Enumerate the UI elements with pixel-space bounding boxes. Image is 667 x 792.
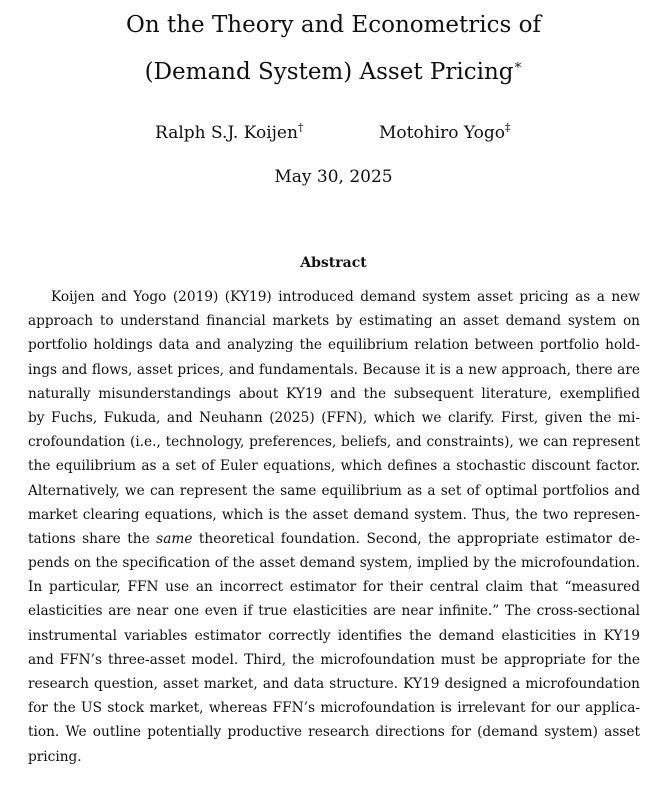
abstract-line: market clearing equations, which is the asset demand system. Thus, the two represen-	[28, 506, 640, 523]
paper-title-line-1	[0, 11, 667, 39]
abstract-line: Koijen and Yogo (2019) (KY19) introduced demand system asset pricing as a new	[51, 289, 640, 305]
abstract-text: tations share the	[28, 530, 157, 547]
abstract-text: theoretical foundation. Second, the appropriate estimator de-	[192, 530, 640, 547]
author-name: Ralph S.J. Koijen	[155, 123, 298, 143]
abstract-heading: Abstract	[300, 255, 367, 271]
emphasized-word: same	[156, 530, 193, 547]
author-footnote-mark: †	[297, 121, 304, 134]
abstract-line: tion. We outline potentially productive research directions for (demand system) asset	[28, 724, 640, 741]
abstract-line: for the US stock market, whereas FFN’s microfoundation is irrelevant for our applica-	[28, 700, 640, 717]
abstract-line: elasticities are near one even if true elasticities are near infinite.” The cross-sectional	[28, 603, 640, 620]
author-koijen	[155, 121, 303, 145]
paper-title-line-2	[0, 58, 667, 86]
abstract-line: pricing.	[28, 748, 82, 765]
abstract-line: the equilibrium as a set of Euler equations, which defines a stochastic discount factor.	[28, 458, 640, 475]
title-footnote-mark: ∗	[513, 58, 523, 73]
author-name: Motohiro Yogo	[379, 123, 505, 143]
abstract-line: research question, asset market, and data structure. KY19 designed a microfoundation	[28, 676, 640, 692]
abstract-line: In particular, FFN use an incorrect estimator for their central claim that “measured	[28, 579, 640, 596]
abstract-line: ings and flows, asset prices, and fundamentals. Because it is a new approach, there are	[28, 361, 640, 378]
abstract-line: crofoundation (i.e., technology, preferences, beliefs, and constraints), we can represent	[28, 434, 640, 451]
abstract-line: Alternatively, we can represent the same equilibrium as a set of optimal portfolios and	[28, 482, 640, 499]
abstract-line: by Fuchs, Fukuda, and Neuhann (2025) (FFN), which we clarify. First, given the mi-	[28, 409, 640, 426]
author-list	[0, 121, 667, 147]
abstract-line: portfolio holdings data and analyzing the equilibrium relation between portfolio hold-	[28, 337, 640, 354]
abstract-line: approach to understand financial markets by estimating an asset demand system on	[28, 313, 640, 330]
abstract-line: naturally misunderstandings about KY19 and the subsequent literature, exemplified	[28, 385, 640, 402]
paper-title-text-2: (Demand System) Asset Pricing	[144, 59, 514, 85]
abstract-body	[28, 285, 640, 769]
abstract-line: pends on the specification of the asset demand system, implied by the microfoundation.	[28, 555, 640, 572]
author-yogo	[379, 121, 510, 145]
abstract-line-emphasis	[28, 527, 640, 551]
abstract-line: instrumental variables estimator correctly identifies the demand elasticities in KY19	[28, 627, 640, 644]
paper-title-text-1: On the Theory and Econometrics of	[126, 12, 541, 38]
paper-date: May 30, 2025	[274, 167, 393, 187]
abstract-line: and FFN’s three-asset model. Third, the microfoundation must be appropriate for the	[28, 651, 640, 668]
author-footnote-mark: ‡	[504, 121, 511, 134]
